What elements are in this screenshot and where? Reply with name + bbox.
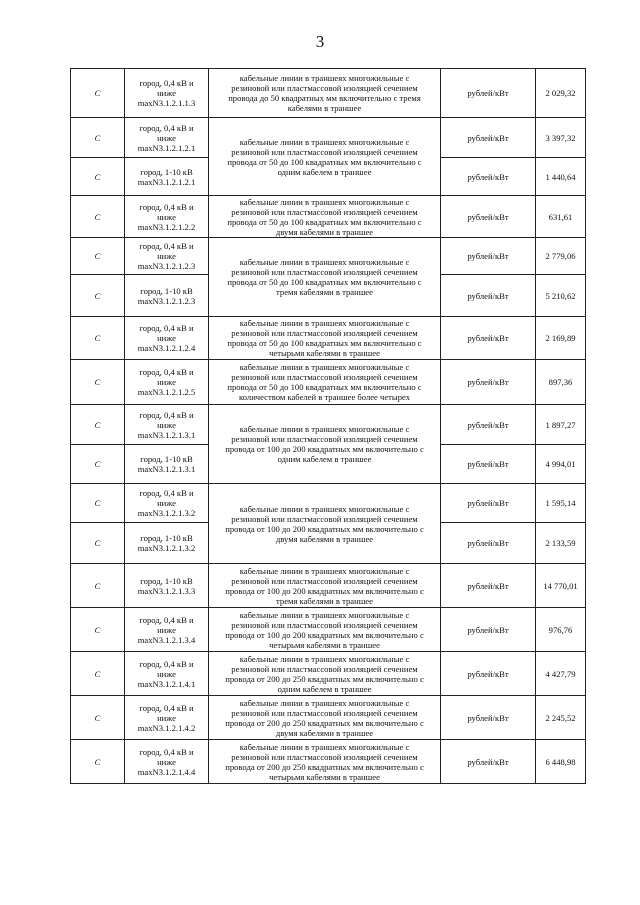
category-line: ниже bbox=[157, 419, 176, 430]
category-line: maxN3.1.2.1.2.1 bbox=[137, 142, 196, 153]
category-line: maxN3.1.2.1.4.2 bbox=[137, 722, 196, 733]
value-cell: 4 427,79 bbox=[536, 652, 586, 696]
rate-symbol: C bbox=[71, 69, 125, 118]
category-cell bbox=[125, 740, 209, 784]
description-cell bbox=[209, 238, 441, 317]
category-cell bbox=[125, 608, 209, 652]
value-cell: 1 897,27 bbox=[536, 405, 586, 445]
description-line: провода от 50 до 100 квадратных мм включительно с bbox=[227, 277, 422, 287]
category-line: maxN3.1.2.1.3.2 bbox=[137, 543, 196, 553]
unit-cell: рублей/кВт bbox=[441, 652, 536, 696]
value-cell: 631,61 bbox=[536, 196, 586, 238]
description-line: кабельные линии в траншеях многожильные с bbox=[239, 73, 410, 83]
category-cell bbox=[125, 696, 209, 740]
unit-cell: рублей/кВт bbox=[441, 158, 536, 196]
rate-symbol: C bbox=[71, 608, 125, 652]
category-line: ниже bbox=[157, 251, 176, 261]
category-cell bbox=[125, 445, 209, 484]
value-cell: 1 440,64 bbox=[536, 158, 586, 196]
category-line: maxN3.1.2.1.3.1 bbox=[137, 429, 196, 440]
category-line: город, 1-10 кВ bbox=[140, 166, 193, 177]
description-line: провода от 200 до 250 квадратных мм включительно с bbox=[225, 673, 424, 684]
category-cell bbox=[125, 118, 209, 158]
value-cell: 2 029,32 bbox=[536, 69, 586, 118]
value-cell: 2 133,59 bbox=[536, 523, 586, 564]
description-line: провода от 50 до 100 квадратных мм включительно с bbox=[227, 338, 422, 348]
description-line: резиновой или пластмассовой изоляцией сечением bbox=[231, 146, 418, 157]
value-cell: 2 779,06 bbox=[536, 238, 586, 275]
unit-cell: рублей/кВт bbox=[441, 317, 536, 360]
description-line: резиновой или пластмассовой изоляцией сечением bbox=[231, 267, 418, 277]
description-line: резиновой или пластмассовой изоляцией сечением bbox=[231, 619, 418, 630]
description-line: резиновой или пластмассовой изоляцией сечением bbox=[231, 707, 418, 718]
category-line: maxN3.1.2.1.3.1 bbox=[137, 464, 196, 474]
category-cell bbox=[125, 158, 209, 196]
description-line: двумя кабелями в траншее bbox=[275, 533, 374, 544]
unit-cell: рублей/кВт bbox=[441, 196, 536, 238]
description-line: провода от 50 до 100 квадратных мм включительно с bbox=[227, 156, 422, 167]
unit-cell: рублей/кВт bbox=[441, 238, 536, 275]
description-line: одним кабелем в траншее bbox=[277, 166, 372, 177]
category-cell bbox=[125, 564, 209, 608]
category-line: maxN3.1.2.1.3.2 bbox=[137, 508, 196, 518]
category-cell bbox=[125, 196, 209, 238]
category-line: город, 0,4 кВ и bbox=[139, 78, 194, 88]
category-line: maxN3.1.2.1.2.2 bbox=[137, 221, 196, 232]
category-line: maxN3.1.2.1.2.5 bbox=[137, 387, 196, 397]
description-cell bbox=[209, 118, 441, 196]
description-line: провода от 200 до 250 квадратных мм включительно с bbox=[225, 761, 424, 772]
category-line: город, 0,4 кВ и bbox=[139, 241, 194, 251]
description-line: провода от 100 до 200 квадратных мм включительно с bbox=[225, 629, 424, 640]
unit-cell: рублей/кВт bbox=[441, 275, 536, 317]
unit-cell: рублей/кВт bbox=[441, 360, 536, 405]
category-line: ниже bbox=[157, 333, 176, 343]
category-line: ниже bbox=[157, 624, 176, 635]
rate-symbol: C bbox=[71, 118, 125, 158]
unit-cell: рублей/кВт bbox=[441, 564, 536, 608]
description-line: провода от 50 до 100 квадратных мм включительно с bbox=[227, 382, 422, 392]
category-cell bbox=[125, 652, 209, 696]
unit-cell: рублей/кВт bbox=[441, 484, 536, 523]
description-line: провода от 50 до 100 квадратных мм включительно с bbox=[227, 216, 422, 227]
table-row bbox=[71, 564, 586, 608]
description-line: четырьмя кабелями в траншее bbox=[269, 639, 380, 650]
category-line: maxN3.1.2.1.3.3 bbox=[137, 585, 196, 596]
rate-symbol: C bbox=[71, 523, 125, 564]
description-line: резиновой или пластмассовой изоляцией сечением bbox=[231, 751, 418, 762]
table-row bbox=[71, 360, 586, 405]
description-line: кабельные линии в траншеях многожильные с bbox=[239, 196, 410, 207]
value-cell: 5 210,62 bbox=[536, 275, 586, 317]
category-line: город, 0,4 кВ и bbox=[139, 409, 194, 420]
description-line: провода до 50 квадратных мм включительно с тремя bbox=[228, 93, 421, 103]
category-cell bbox=[125, 484, 209, 523]
description-line: резиновой или пластмассовой изоляцией сечением bbox=[231, 434, 418, 444]
description-line: резиновой или пластмассовой изоляцией сечением bbox=[231, 328, 418, 338]
category-line: maxN3.1.2.1.3.4 bbox=[137, 634, 196, 645]
description-cell bbox=[209, 317, 441, 360]
description-line: четырьмя кабелями в траншее bbox=[269, 771, 380, 782]
category-line: город, 0,4 кВ и bbox=[139, 658, 194, 669]
description-line: тремя кабелями в траншее bbox=[276, 595, 373, 606]
category-line: ниже bbox=[157, 88, 176, 98]
description-cell bbox=[209, 69, 441, 118]
description-cell bbox=[209, 564, 441, 608]
unit-cell: рублей/кВт bbox=[441, 696, 536, 740]
rate-symbol: C bbox=[71, 360, 125, 405]
unit-cell: рублей/кВт bbox=[441, 608, 536, 652]
category-line: ниже bbox=[157, 498, 176, 508]
description-line: кабельные линии в траншеях многожильные с bbox=[239, 424, 410, 434]
description-cell bbox=[209, 608, 441, 652]
category-line: город, 0,4 кВ и bbox=[139, 122, 194, 133]
description-line: кабелями в траншее bbox=[287, 103, 362, 113]
value-cell: 2 169,89 bbox=[536, 317, 586, 360]
table-row bbox=[71, 238, 586, 275]
category-line: город, 1-10 кВ bbox=[140, 575, 193, 586]
category-line: город, 1-10 кВ bbox=[140, 454, 193, 464]
category-line: maxN3.1.2.1.2.4 bbox=[137, 343, 196, 353]
description-line: четырьмя кабелями в траншее bbox=[269, 348, 380, 358]
rate-symbol: C bbox=[71, 317, 125, 360]
description-line: тремя кабелями в траншее bbox=[276, 287, 373, 297]
description-line: кабельные линии в траншеях многожильные с bbox=[239, 741, 410, 752]
table-row bbox=[71, 608, 586, 652]
category-line: maxN3.1.2.1.4.4 bbox=[137, 766, 196, 777]
table-row bbox=[71, 740, 586, 784]
unit-cell: рублей/кВт bbox=[441, 118, 536, 158]
category-cell bbox=[125, 69, 209, 118]
description-line: кабельные линии в траншеях многожильные с bbox=[239, 503, 410, 514]
description-cell bbox=[209, 196, 441, 238]
category-cell bbox=[125, 275, 209, 317]
value-cell: 3 397,32 bbox=[536, 118, 586, 158]
category-line: maxN3.1.2.1.2.3 bbox=[137, 261, 196, 271]
category-cell bbox=[125, 360, 209, 405]
description-line: резиновой или пластмассовой изоляцией сечением bbox=[231, 83, 418, 93]
description-line: резиновой или пластмассовой изоляцией сечением bbox=[231, 372, 418, 382]
category-line: город, 0,4 кВ и bbox=[139, 201, 194, 212]
value-cell: 1 595,14 bbox=[536, 484, 586, 523]
rate-symbol: C bbox=[71, 158, 125, 196]
description-line: кабельные линии в траншеях многожильные с bbox=[239, 362, 410, 372]
rate-symbol: C bbox=[71, 405, 125, 445]
category-line: maxN3.1.2.1.2.1 bbox=[137, 176, 196, 187]
description-line: резиновой или пластмассовой изоляцией сечением bbox=[231, 663, 418, 674]
description-cell bbox=[209, 405, 441, 484]
unit-cell: рублей/кВт bbox=[441, 405, 536, 445]
category-line: maxN3.1.2.1.1.3 bbox=[137, 98, 196, 108]
category-cell bbox=[125, 238, 209, 275]
description-line: провода от 100 до 200 квадратных мм включительно с bbox=[225, 444, 424, 454]
description-line: одним кабелем в траншее bbox=[277, 454, 372, 464]
value-cell: 976,76 bbox=[536, 608, 586, 652]
rate-symbol: C bbox=[71, 238, 125, 275]
description-cell bbox=[209, 484, 441, 564]
description-line: кабельные линии в траншеях многожильные с bbox=[239, 136, 410, 147]
description-line: двумя кабелями в траншее bbox=[275, 727, 374, 738]
description-line: кабельные линии в траншеях многожильные с bbox=[239, 653, 410, 664]
description-line: провода от 200 до 250 квадратных мм включительно с bbox=[225, 717, 424, 728]
table-row bbox=[71, 118, 586, 158]
category-cell bbox=[125, 523, 209, 564]
value-cell: 14 770,01 bbox=[536, 564, 586, 608]
category-line: город, 0,4 кВ и bbox=[139, 488, 194, 498]
category-line: ниже bbox=[157, 211, 176, 222]
description-line: одним кабелем в траншее bbox=[277, 683, 372, 694]
description-cell bbox=[209, 740, 441, 784]
unit-cell: рублей/кВт bbox=[441, 69, 536, 118]
category-line: город, 0,4 кВ и bbox=[139, 702, 194, 713]
description-line: резиновой или пластмассовой изоляцией сечением bbox=[231, 206, 418, 217]
category-line: ниже bbox=[157, 712, 176, 723]
description-line: двумя кабелями в траншее bbox=[275, 226, 374, 237]
unit-cell: рублей/кВт bbox=[441, 523, 536, 564]
description-line: кабельные линии в траншеях многожильные с bbox=[239, 318, 410, 328]
table-row bbox=[71, 69, 586, 118]
description-line: кабельные линии в траншеях многожильные с bbox=[239, 609, 410, 620]
description-cell bbox=[209, 652, 441, 696]
category-line: город, 0,4 кВ и bbox=[139, 746, 194, 757]
category-line: maxN3.1.2.1.4.1 bbox=[137, 678, 196, 689]
tariff-table-body bbox=[71, 69, 586, 784]
category-cell bbox=[125, 317, 209, 360]
tariff-table bbox=[70, 68, 586, 784]
description-cell bbox=[209, 360, 441, 405]
category-cell bbox=[125, 405, 209, 445]
table-row bbox=[71, 652, 586, 696]
category-line: город, 1-10 кВ bbox=[140, 533, 193, 543]
rate-symbol: C bbox=[71, 564, 125, 608]
description-line: резиновой или пластмассовой изоляцией сечением bbox=[231, 513, 418, 524]
description-line: кабельные линии в траншеях многожильные с bbox=[239, 257, 410, 267]
rate-symbol: C bbox=[71, 652, 125, 696]
category-line: город, 0,4 кВ и bbox=[139, 614, 194, 625]
table-row bbox=[71, 405, 586, 445]
rate-symbol: C bbox=[71, 445, 125, 484]
rate-symbol: C bbox=[71, 740, 125, 784]
category-line: ниже bbox=[157, 132, 176, 143]
category-line: maxN3.1.2.1.2.3 bbox=[137, 295, 196, 306]
category-line: ниже bbox=[157, 756, 176, 767]
rate-symbol: C bbox=[71, 196, 125, 238]
value-cell: 4 994,01 bbox=[536, 445, 586, 484]
description-line: провода от 100 до 200 квадратных мм включительно с bbox=[225, 523, 424, 534]
category-line: ниже bbox=[157, 668, 176, 679]
table-row bbox=[71, 317, 586, 360]
category-line: город, 0,4 кВ и bbox=[139, 367, 194, 377]
rate-symbol: C bbox=[71, 484, 125, 523]
description-cell bbox=[209, 696, 441, 740]
table-row bbox=[71, 484, 586, 523]
description-line: кабельные линии в траншеях многожильные с bbox=[239, 697, 410, 708]
description-line: провода от 100 до 200 квадратных мм включительно с bbox=[225, 585, 424, 596]
value-cell: 2 245,52 bbox=[536, 696, 586, 740]
rate-symbol: C bbox=[71, 696, 125, 740]
unit-cell: рублей/кВт bbox=[441, 445, 536, 484]
description-line: кабельные линии в траншеях многожильные с bbox=[239, 565, 410, 576]
description-line: резиновой или пластмассовой изоляцией сечением bbox=[231, 575, 418, 586]
table-row bbox=[71, 696, 586, 740]
category-line: город, 1-10 кВ bbox=[140, 285, 193, 296]
category-line: город, 0,4 кВ и bbox=[139, 323, 194, 333]
category-line: ниже bbox=[157, 377, 176, 387]
description-line: количеством кабелей в траншее более четырех bbox=[239, 392, 410, 402]
value-cell: 6 448,98 bbox=[536, 740, 586, 784]
rate-symbol: C bbox=[71, 275, 125, 317]
page-number: 3 bbox=[315, 32, 325, 51]
value-cell: 897,36 bbox=[536, 360, 586, 405]
table-row bbox=[71, 196, 586, 238]
unit-cell: рублей/кВт bbox=[441, 740, 536, 784]
